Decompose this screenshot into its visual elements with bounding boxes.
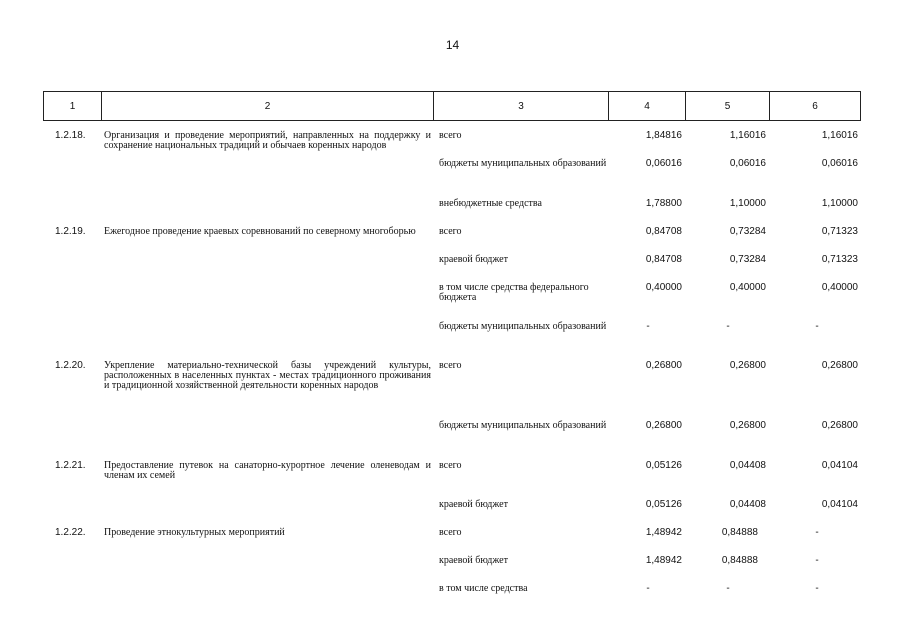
item-name: Ежегодное проведение краевых соревнований по северному многоборью <box>104 226 416 237</box>
funding-source: всего <box>439 360 462 371</box>
funding-source: всего <box>439 130 462 141</box>
funding-source: бюджеты муниципальных образований <box>439 420 607 431</box>
value-col-6: 0,71323 <box>821 254 858 265</box>
funding-source: краевой бюджет <box>439 254 508 265</box>
funding-source: в том числе средства <box>439 583 528 594</box>
value-col-4: 0,26800 <box>645 420 682 431</box>
column-header-5: 5 <box>686 92 770 121</box>
value-col-5: - <box>726 321 730 332</box>
value-col-5: 0,84888 <box>721 555 758 566</box>
value-col-4: - <box>646 321 650 332</box>
value-col-5: 0,06016 <box>729 158 766 169</box>
funding-source: краевой бюджет <box>439 555 508 566</box>
column-header-1: 1 <box>44 92 102 121</box>
value-col-6: 1,16016 <box>821 130 858 141</box>
value-col-6: 0,06016 <box>821 158 858 169</box>
value-col-5: 0,40000 <box>729 282 766 293</box>
funding-source: бюджеты муниципальных образований <box>439 321 607 332</box>
item-name: Предоставление путевок на санаторно-курортное лечение оленеводам и членам их семей <box>104 460 431 481</box>
item-name: Проведение этнокультурных мероприятий <box>104 527 285 538</box>
value-col-4: 0,06016 <box>645 158 682 169</box>
value-col-5: 0,73284 <box>729 254 766 265</box>
value-col-6: 0,71323 <box>821 226 858 237</box>
value-col-4: 0,05126 <box>645 460 682 471</box>
value-col-6: 1,10000 <box>821 198 858 209</box>
value-col-5: 0,04408 <box>729 460 766 471</box>
value-col-5: 1,10000 <box>729 198 766 209</box>
value-col-5: 0,84888 <box>721 527 758 538</box>
value-col-5: 0,26800 <box>729 360 766 371</box>
funding-source: внебюджетные средства <box>439 198 542 209</box>
column-header-2: 2 <box>102 92 434 121</box>
column-header-3: 3 <box>434 92 609 121</box>
value-col-4: 1,48942 <box>645 555 682 566</box>
value-col-4: - <box>646 583 650 594</box>
value-col-4: 1,78800 <box>645 198 682 209</box>
item-name: Организация и проведение мероприятий, направленных на поддержку и сохранение национальных традиций и обычаев коренных народов <box>104 130 431 151</box>
column-header-table <box>43 91 861 121</box>
value-col-4: 0,40000 <box>645 282 682 293</box>
value-col-4: 0,84708 <box>645 226 682 237</box>
value-col-5: 1,16016 <box>729 130 766 141</box>
value-col-4: 0,84708 <box>645 254 682 265</box>
value-col-4: 1,48942 <box>645 527 682 538</box>
value-col-6: 0,26800 <box>821 420 858 431</box>
value-col-6: 0,04104 <box>821 460 858 471</box>
item-number: 1.2.21. <box>55 460 86 471</box>
value-col-4: 0,26800 <box>645 360 682 371</box>
value-col-5: 0,73284 <box>729 226 766 237</box>
value-col-6: 0,04104 <box>821 499 858 510</box>
value-col-6: - <box>815 583 819 594</box>
value-col-5: - <box>726 583 730 594</box>
funding-source: бюджеты муниципальных образований <box>439 158 607 169</box>
column-header-4: 4 <box>609 92 686 121</box>
item-name: Укрепление материально-технической базы учреждений культуры, расположенных в населенных пунктах - местах традиционного проживания и традиционной хозяйственной деятельности коренных народов <box>104 360 431 391</box>
value-col-4: 0,05126 <box>645 499 682 510</box>
value-col-6: 0,26800 <box>821 360 858 371</box>
funding-source: всего <box>439 226 462 237</box>
column-header-6: 6 <box>770 92 861 121</box>
column-header-row <box>44 92 861 121</box>
item-number: 1.2.18. <box>55 130 86 141</box>
funding-source: в том числе средства федерального бюджета <box>439 282 589 303</box>
value-col-6: 0,40000 <box>821 282 858 293</box>
funding-source: краевой бюджет <box>439 499 508 510</box>
funding-source: всего <box>439 460 462 471</box>
item-number: 1.2.22. <box>55 527 86 538</box>
value-col-6: - <box>815 321 819 332</box>
item-number: 1.2.19. <box>55 226 86 237</box>
item-number: 1.2.20. <box>55 360 86 371</box>
funding-source: всего <box>439 527 462 538</box>
value-col-5: 0,04408 <box>729 499 766 510</box>
page-number: 14 <box>445 38 460 52</box>
value-col-4: 1,84816 <box>645 130 682 141</box>
value-col-5: 0,26800 <box>729 420 766 431</box>
value-col-6: - <box>815 555 819 566</box>
value-col-6: - <box>815 527 819 538</box>
